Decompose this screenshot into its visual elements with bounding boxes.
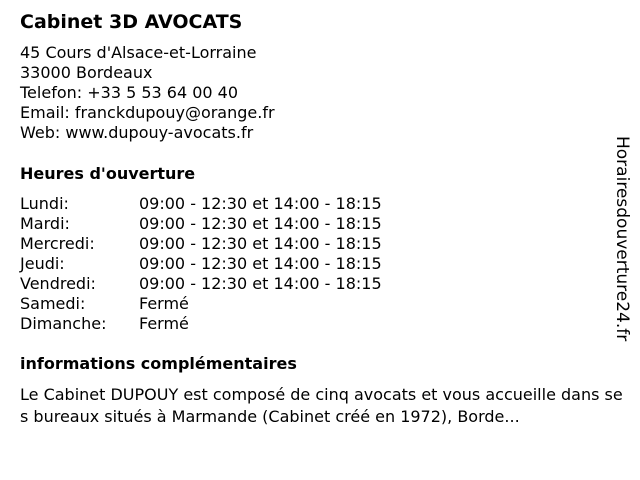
hours-row <box>20 294 382 314</box>
day-hours: 09:00 - 12:30 et 14:00 - 18:15 <box>139 194 382 213</box>
day-label: Lundi: <box>20 194 69 213</box>
address-city: 33000 Bordeaux <box>20 63 153 82</box>
description-text: Le Cabinet DUPOUY est composé de cinq avocats et vous accueille dans ses bureaux situés à Marmande (Cabinet créé en 1972), Borde... <box>20 385 623 426</box>
opening-hours-table <box>20 194 382 334</box>
hours-row <box>20 214 382 234</box>
email-address: Email: franckdupouy@orange.fr <box>20 103 275 122</box>
info-heading: informations complémentaires <box>20 354 297 373</box>
day-label: Vendredi: <box>20 274 96 293</box>
day-hours: Fermé <box>139 314 189 333</box>
phone-number: Telefon: +33 5 53 64 00 40 <box>20 83 239 102</box>
hours-row <box>20 234 382 254</box>
day-hours: 09:00 - 12:30 et 14:00 - 18:15 <box>139 254 382 273</box>
day-label: Mardi: <box>20 214 70 233</box>
day-hours: 09:00 - 12:30 et 14:00 - 18:15 <box>139 234 382 253</box>
address-street: 45 Cours d'Alsace-et-Lorraine <box>20 43 257 62</box>
day-hours: 09:00 - 12:30 et 14:00 - 18:15 <box>139 274 382 293</box>
day-hours: 09:00 - 12:30 et 14:00 - 18:15 <box>139 214 382 233</box>
hours-row <box>20 254 382 274</box>
day-label: Mercredi: <box>20 234 95 253</box>
hours-row <box>20 194 382 214</box>
business-name: Cabinet 3D AVOCATS <box>20 11 243 33</box>
website: Web: www.dupouy-avocats.fr <box>20 123 254 142</box>
hours-row <box>20 274 382 294</box>
day-label: Samedi: <box>20 294 86 313</box>
day-hours: Fermé <box>139 294 189 313</box>
hours-heading: Heures d'ouverture <box>20 164 196 183</box>
hours-row <box>20 314 382 334</box>
site-watermark: Horairesdouverture24.fr <box>612 136 632 342</box>
day-label: Dimanche: <box>20 314 107 333</box>
contact-block <box>20 43 275 143</box>
day-label: Jeudi: <box>20 254 65 273</box>
